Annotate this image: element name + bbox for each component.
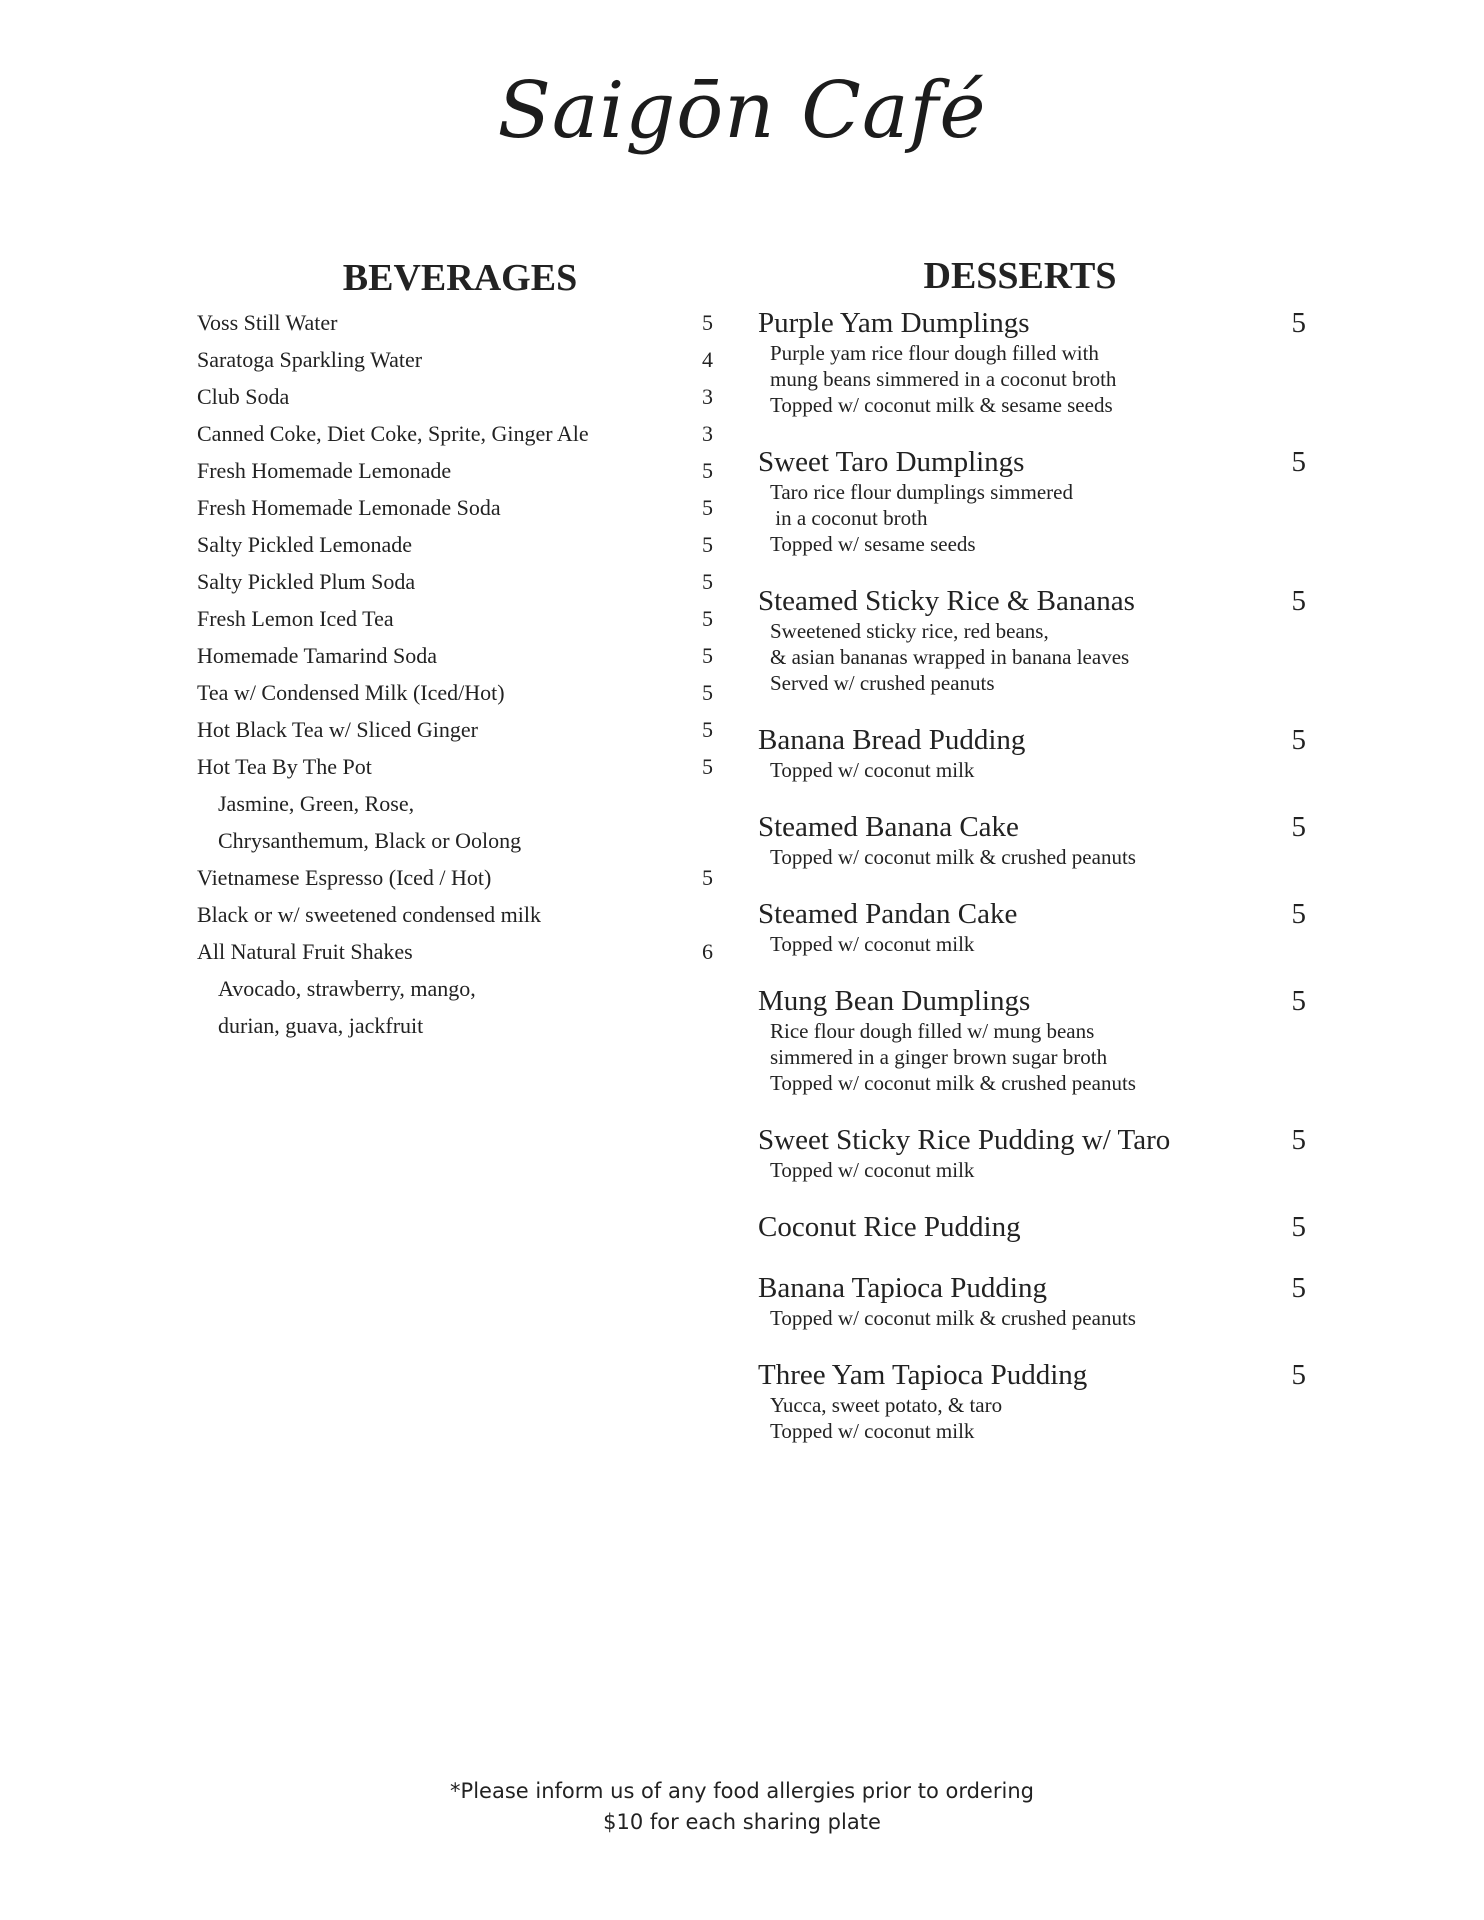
dessert-name: Purple Yam Dumplings	[758, 307, 1030, 339]
beverage-name: Vietnamese Espresso (Iced / Hot)	[197, 865, 492, 890]
beverage-item	[197, 526, 717, 563]
beverage-item	[197, 600, 717, 637]
dessert-name: Mung Bean Dumplings	[758, 985, 1031, 1017]
beverage-subline	[197, 822, 717, 859]
dessert-description: Rice flour dough filled w/ mung beans	[770, 1019, 1095, 1043]
dessert-description: Purple yam rice flour dough filled with	[770, 341, 1099, 365]
beverage-name: Fresh Homemade Lemonade	[197, 458, 452, 483]
dessert-description: Topped w/ coconut milk & crushed peanuts	[770, 845, 1136, 869]
beverage-item	[197, 563, 717, 600]
sharing-note: $10 for each sharing plate	[603, 1810, 881, 1834]
dessert-price: 5	[1291, 811, 1306, 843]
dessert-description: Topped w/ coconut milk	[770, 1158, 975, 1182]
beverage-price: 5	[702, 458, 713, 483]
dessert-price: 5	[1291, 724, 1306, 756]
dessert-description: Topped w/ coconut milk & crushed peanuts	[770, 1071, 1136, 1095]
dessert-price: 5	[1291, 1124, 1306, 1156]
beverage-item	[197, 452, 717, 489]
beverage-subline	[197, 785, 717, 822]
beverage-price: 3	[702, 384, 713, 409]
beverage-price: 5	[702, 606, 713, 631]
beverage-item	[197, 378, 717, 415]
dessert-item	[758, 584, 1306, 696]
beverage-name: Canned Coke, Diet Coke, Sprite, Ginger Ale	[197, 421, 589, 446]
beverage-item	[197, 859, 717, 896]
beverage-name: durian, guava, jackfruit	[218, 1013, 424, 1038]
dessert-price: 5	[1291, 1272, 1306, 1304]
dessert-price: 5	[1291, 898, 1306, 930]
beverage-name: Hot Tea By The Pot	[197, 754, 372, 779]
beverage-item	[197, 637, 717, 674]
dessert-price: 5	[1291, 1359, 1306, 1391]
dessert-description: mung beans simmered in a coconut broth	[770, 367, 1117, 391]
dessert-description: Topped w/ coconut milk	[770, 932, 975, 956]
beverage-subline	[197, 1007, 717, 1044]
desserts-heading: DESSERTS	[923, 255, 1117, 297]
beverage-item	[197, 415, 717, 452]
beverage-name: Voss Still Water	[197, 310, 338, 335]
beverage-item	[197, 489, 717, 526]
beverage-price: 5	[702, 532, 713, 557]
beverage-name: Jasmine, Green, Rose,	[218, 791, 415, 816]
beverage-item	[197, 304, 717, 341]
desserts-list	[758, 306, 1306, 1471]
beverage-price: 5	[702, 865, 713, 890]
beverages-heading: BEVERAGES	[342, 257, 578, 299]
allergy-note: *Please inform us of any food allergies prior to ordering	[450, 1779, 1034, 1803]
beverage-price: 5	[702, 754, 713, 779]
dessert-item	[758, 1271, 1306, 1331]
dessert-name: Steamed Pandan Cake	[758, 898, 1018, 930]
dessert-item	[758, 810, 1306, 870]
dessert-description: Sweetened sticky rice, red beans,	[770, 619, 1049, 643]
dessert-description: Yucca, sweet potato, & taro	[770, 1393, 1003, 1417]
dessert-price: 5	[1291, 985, 1306, 1017]
dessert-description: in a coconut broth	[770, 506, 928, 530]
dessert-name: Steamed Sticky Rice & Bananas	[758, 585, 1135, 617]
dessert-name: Coconut Rice Pudding	[758, 1211, 1021, 1243]
beverage-item	[197, 674, 717, 711]
dessert-price: 5	[1291, 1211, 1306, 1243]
dessert-item	[758, 897, 1306, 957]
beverage-price: 5	[702, 717, 713, 742]
dessert-price: 5	[1291, 307, 1306, 339]
dessert-price: 5	[1291, 585, 1306, 617]
beverage-name: Avocado, strawberry, mango,	[218, 976, 476, 1001]
restaurant-title: Saigōn Café	[497, 66, 987, 156]
dessert-item	[758, 1123, 1306, 1183]
dessert-name: Sweet Taro Dumplings	[758, 446, 1025, 478]
beverage-price: 6	[702, 939, 713, 964]
dessert-description: Topped w/ coconut milk	[770, 1419, 975, 1443]
beverage-item	[197, 341, 717, 378]
dessert-item	[758, 984, 1306, 1096]
beverage-name: Chrysanthemum, Black or Oolong	[218, 828, 522, 853]
beverage-name: All Natural Fruit Shakes	[197, 939, 413, 964]
beverage-name: Black or w/ sweetened condensed milk	[197, 902, 541, 927]
dessert-name: Steamed Banana Cake	[758, 811, 1019, 843]
dessert-item	[758, 1210, 1306, 1244]
beverage-price: 3	[702, 421, 713, 446]
dessert-description: Topped w/ coconut milk	[770, 758, 975, 782]
dessert-description: Served w/ crushed peanuts	[770, 671, 995, 695]
beverage-name: Saratoga Sparkling Water	[197, 347, 423, 372]
dessert-description: simmered in a ginger brown sugar broth	[770, 1045, 1108, 1069]
beverage-item	[197, 711, 717, 748]
beverage-name: Salty Pickled Lemonade	[197, 532, 413, 557]
beverage-price: 5	[702, 310, 713, 335]
beverage-item	[197, 933, 717, 970]
beverages-list	[197, 304, 717, 1044]
beverage-name: Club Soda	[197, 384, 290, 409]
beverage-name: Homemade Tamarind Soda	[197, 643, 437, 668]
beverage-name: Tea w/ Condensed Milk (Iced/Hot)	[197, 680, 505, 705]
dessert-item	[758, 723, 1306, 783]
beverage-name: Fresh Homemade Lemonade Soda	[197, 495, 501, 520]
beverage-subline	[197, 970, 717, 1007]
dessert-name: Banana Tapioca Pudding	[758, 1272, 1047, 1304]
beverage-price: 4	[702, 347, 713, 372]
dessert-description: Taro rice flour dumplings simmered	[770, 480, 1073, 504]
beverage-name: Hot Black Tea w/ Sliced Ginger	[197, 717, 478, 742]
dessert-description: Topped w/ coconut milk & crushed peanuts	[770, 1306, 1136, 1330]
beverage-price: 5	[702, 643, 713, 668]
dessert-item	[758, 1358, 1306, 1444]
beverage-item	[197, 896, 717, 933]
dessert-item	[758, 306, 1306, 418]
beverage-price: 5	[702, 495, 713, 520]
dessert-name: Three Yam Tapioca Pudding	[758, 1359, 1088, 1391]
dessert-name: Sweet Sticky Rice Pudding w/ Taro	[758, 1124, 1171, 1156]
dessert-name: Banana Bread Pudding	[758, 724, 1026, 756]
dessert-price: 5	[1291, 446, 1306, 478]
beverage-item	[197, 748, 717, 785]
beverage-price: 5	[702, 569, 713, 594]
dessert-description: Topped w/ coconut milk & sesame seeds	[770, 393, 1113, 417]
beverage-name: Fresh Lemon Iced Tea	[197, 606, 394, 631]
dessert-description: Topped w/ sesame seeds	[770, 532, 976, 556]
dessert-description: & asian bananas wrapped in banana leaves	[770, 645, 1130, 669]
dessert-item	[758, 445, 1306, 557]
beverage-name: Salty Pickled Plum Soda	[197, 569, 416, 594]
beverage-price: 5	[702, 680, 713, 705]
